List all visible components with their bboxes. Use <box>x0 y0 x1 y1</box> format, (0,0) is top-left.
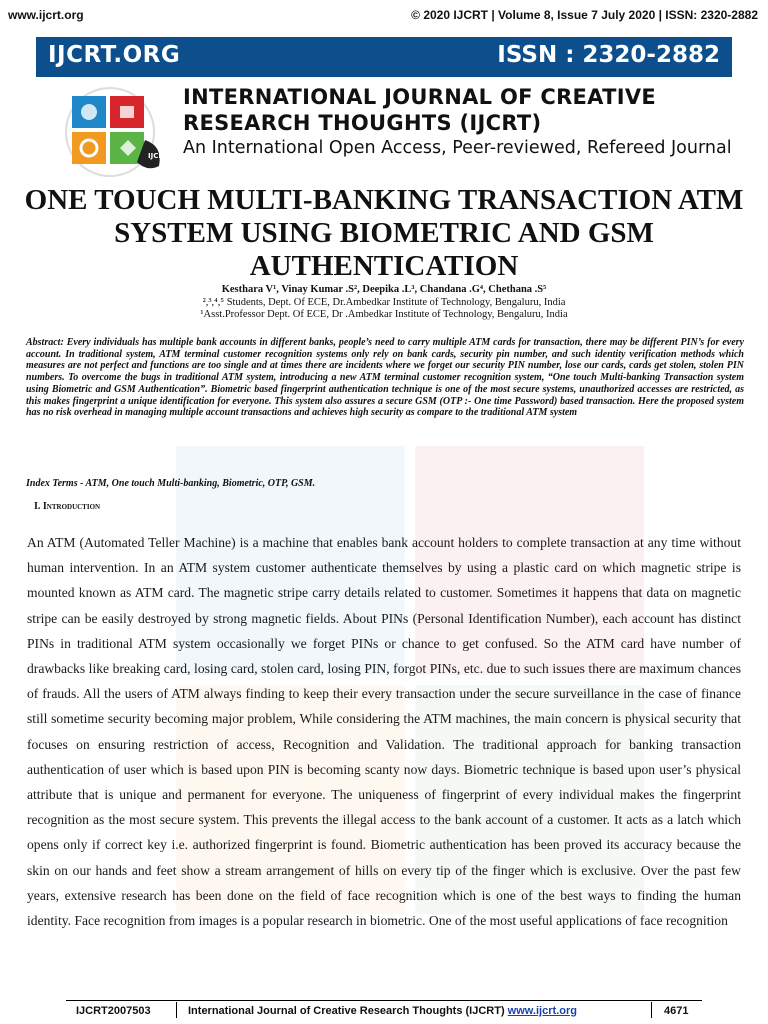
affiliation-professor: ¹Asst.Professor Dept. Of ECE, Dr .Ambedkar Institute of Technology, Bengaluru, India <box>200 309 568 320</box>
journal-name <box>183 84 743 136</box>
footer-paper-id: IJCRT2007503 <box>76 1005 151 1017</box>
affiliation-students: ²,³,⁴,⁵ Students, Dept. Of ECE, Dr.Ambedkar Institute of Technology, Bengaluru, India <box>202 297 566 308</box>
header-issue-info: © 2020 IJCRT | Volume 8, Issue 7 July 2020 | ISSN: 2320-2882 <box>411 8 758 22</box>
footer-journal <box>188 1005 577 1017</box>
journal-logo-icon <box>50 80 180 180</box>
journal-name-line2: RESEARCH THOUGHTS (IJCRT) <box>183 111 542 135</box>
journal-name-line1: INTERNATIONAL JOURNAL OF CREATIVE <box>183 85 657 109</box>
header-site[interactable]: www.ijcrt.org <box>8 8 84 22</box>
footer-page-number: 4671 <box>664 1005 689 1017</box>
logo-text: IJCRT <box>148 152 169 160</box>
footer-separator <box>176 1002 177 1018</box>
footer-journal-text: International Journal of Creative Research Thoughts (IJCRT) <box>188 1005 508 1017</box>
footer-separator <box>651 1002 652 1018</box>
banner-issn: ISSN : 2320-2882 <box>497 42 720 68</box>
footer-rule <box>66 1000 702 1001</box>
page-header <box>0 0 768 34</box>
section-heading: I. Introduction <box>34 501 101 512</box>
journal-subtitle: An International Open Access, Peer-reviewed, Refereed Journal <box>183 138 732 158</box>
banner-brand: IJCRT.ORG <box>48 42 181 68</box>
page-footer <box>0 1000 768 1022</box>
paper-authors: Kesthara V¹, Vinay Kumar .S², Deepika .L³, Chandana .G⁴, Chethana .S⁵ <box>221 284 547 295</box>
paper-abstract: Abstract: Every individuals has multiple bank accounts in different banks, people’s need to carry multiple ATM cards for transaction, there may be different PIN’s for every account. In traditional system, ATM terminal customer recognition systems only rely on bank cards, security pin number, and such identity verification methods which measures are not perfect and functions are too single and at times there are incidents where we forget our security PIN number, lose our cards, cards get stolen, stolen PIN numbers. To overcome the bugs in traditional ATM system, introducing a new ATM terminal customer recognition system, “One touch Multi-banking Transaction system using Biometric and GSM Authentication”. Biometric based fingerprint authentication technique is one of the most secure systems, unauthorized accesses are restricted, as this makes fingerprint a unique identification for everyone. This system also assures a secure GSM (OTP :- One time Password) based transaction. Here the proposed system has no risk overhead in managing multiple account transactions and achieves high security as compare to the traditional ATM system <box>26 337 744 419</box>
introduction-text: An ATM (Automated Teller Machine) is a machine that enables bank account holders to complete transaction at any time without human intervention. In an ATM system customer authenticate themselves by using a plastic card on which magnetic stripe is mounted known as ATM card. The magnetic stripe carry details related to customer. Sometimes it happens that data on magnetic stripe can be easily destroyed by strong magnetic fields. About PINs (Personal Identification Number), each account has distinct PINs in traditional ATM system occasionally we forget PINs or chance to get confused. So the ATM card have number of drawbacks like breaking card, losing card, stolen card, losing PIN, forgot PINs, etc. due to such issues there are maximum chances of frauds. All the users of ATM always finding to keep their every transaction under the secure surveillance in the case of finance still sometime security becoming major problem, While considering the ATM machines, the main concern is physical security that focuses on ensuring restriction of access, Recognition and Validation. The traditional approach for banking transaction authentication of user which is based upon PIN is becoming scanty now days. Biometric technique is based upon user’s physical attribute that is unique and permanent for everyone. The uniqueness of fingerprint of every individual makes the fingerprint recognition as the most secure system. This prevents the illegal access to the bank account of a customer. It acts as a latch which opens only if correct key i.e. authorized fingerprint is found. Biometric authentication has been proved its accuracy because the skin on our hands and feet show a stream arrangement of hills on every tip of the finger which is exclusive. Over the past few years, extensive research has been done on the field of face recognition which is one of the best ways to finding the human identity. Face recognition from images is a popular research in biometric. One of the most useful applications of face recognition <box>27 535 741 929</box>
index-terms: Index Terms - ATM, One touch Multi-banking, Biometric, OTP, GSM. <box>26 478 316 489</box>
paper-title: ONE TOUCH MULTI-BANKING TRANSACTION ATM SYSTEM USING BIOMETRIC AND GSM AUTHENTICATION <box>24 184 744 282</box>
journal-banner <box>36 37 732 77</box>
footer-journal-link[interactable]: www.ijcrt.org <box>507 1005 577 1017</box>
